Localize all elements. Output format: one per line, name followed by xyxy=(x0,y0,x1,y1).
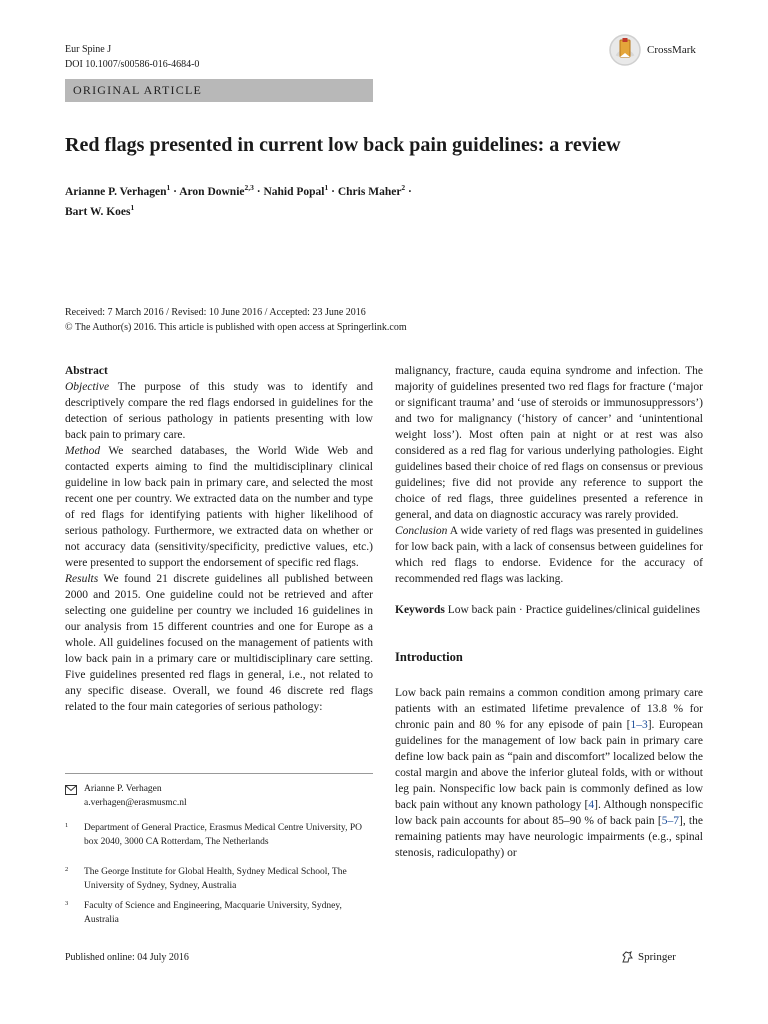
footnote-divider xyxy=(65,773,373,774)
publisher-name: Springer xyxy=(638,951,676,963)
license-text: © The Author(s) 2016. This article is published with open access at Springerlink.com xyxy=(65,322,407,333)
doi-text: DOI 10.1007/s00586-016-4684-0 xyxy=(65,59,200,70)
affiliation-text: Department of General Practice, Erasmus Medical Centre University, PO box 2040, 3000 CA Rotterdam, The Netherlands xyxy=(84,823,362,847)
intro-text-part: ]. Although nonspecific low back pain accounts for about 85–90 % of back pain [ xyxy=(395,799,703,827)
author-name[interactable]: Arianne P. Verhagen xyxy=(65,185,167,198)
abstract-results-continued: malignancy, fracture, cauda equina syndrome and infection. The majority of guidelines presented two red flags for fracture (‘major or significant trauma’ and ‘use of steroids or immunosuppressors’) and two for malignancy (‘history of cancer’ and ‘unintentional weight loss’). Most often pain at night or at rest was also considered as a red flag for various underlying pathologies. Eight guidelines based their choice of red flags on consensus or previous guidelines; five did not provide any reference to support the choice of red flags, three guidelines presented a reference in general, and data on diagnostic accuracy was rarely provided. xyxy=(395,365,703,521)
author-affil-sup: 1 xyxy=(166,183,171,192)
author-name[interactable]: Chris Maher xyxy=(337,185,402,198)
author-name[interactable]: Bart W. Koes xyxy=(65,205,131,218)
author-affil-sup: 1 xyxy=(324,183,329,192)
crossmark-icon xyxy=(608,33,642,67)
results-label: Results xyxy=(65,573,99,585)
abstract-results xyxy=(65,571,373,715)
introduction-text xyxy=(395,685,703,861)
abstract-conclusion xyxy=(395,523,703,587)
author-affil-sup: 2,3 xyxy=(244,183,254,192)
keywords xyxy=(395,602,703,618)
author-affil-sup: 1 xyxy=(130,202,135,212)
method-text: We searched databases, the World Wide Web and contacted experts aiming to find the multidisciplinary clinical guideline in low back pain in primary care, and selected the most recent one per country. We extracted data on the number and type of red flags for identifying patients with higher likelihood of serious pathology. Furthermore, we extracted data on whether or not accuracy data (sensitivity/specificity, predictive values, etc.) were presented to support the endorsement of specific red flags. xyxy=(65,445,373,569)
crossmark-label: CrossMark xyxy=(647,44,696,56)
abstract-heading: Abstract xyxy=(65,365,108,377)
affiliation-text: Faculty of Science and Engineering, Macquarie University, Sydney, Australia xyxy=(84,901,342,925)
article-type-banner: ORIGINAL ARTICLE xyxy=(65,79,373,102)
correspondence-email[interactable]: a.verhagen@erasmusmc.nl xyxy=(84,797,187,808)
affiliation-number: 3 xyxy=(65,900,69,907)
abstract-column xyxy=(65,363,373,715)
correspondence-name: Arianne P. Verhagen xyxy=(84,784,162,794)
citation-link[interactable]: 5–7 xyxy=(661,815,679,827)
author-separator: · xyxy=(256,185,261,198)
introduction-heading: Introduction xyxy=(395,650,463,664)
affiliation-number: 2 xyxy=(65,866,69,873)
keywords-label: Keywords xyxy=(395,604,445,616)
springer-logo xyxy=(620,950,676,964)
citation-link[interactable]: 1–3 xyxy=(630,719,648,731)
author-affil-sup: 2 xyxy=(401,183,406,192)
keywords-text: Low back pain · Practice guidelines/clinical guidelines xyxy=(444,604,700,616)
crossmark-badge[interactable] xyxy=(608,33,718,67)
objective-text: The purpose of this study was to identify and descriptively compare the red flags endorsed in guidelines for the detection of serious pathology in patients presenting with low back pain to primary care. xyxy=(65,381,373,441)
author-name[interactable]: Nahid Popal xyxy=(263,185,325,198)
springer-horse-icon xyxy=(620,950,634,964)
author-separator: · xyxy=(408,185,412,198)
abstract-method xyxy=(65,443,373,571)
intro-text-part: ], the remaining patients may have neurologic impairments (e.g., spinal stenosis, radiculopathy) or xyxy=(395,815,703,859)
intro-text-part: Low back pain remains a common condition among primary care patients with an estimated lifetime prevalence of 13.8 % for chronic pain and 80 % for any episode of pain [ xyxy=(395,687,703,731)
method-label: Method xyxy=(65,445,101,457)
intro-text-part: ]. European guidelines for the management of low back pain in primary care define low back pain as “pain and discomfort” localized below the costal margin and above the inferior gluteal folds, with or without leg pain. Nonspecific low back pain is commonly defined as low back pain without any known pathology [ xyxy=(395,719,703,811)
author-name[interactable]: Aron Downie xyxy=(179,185,245,198)
conclusion-text: A wide variety of red flags was presented in guidelines for low back pain, with a lack of consensus between guidelines for which red flags to endorse. Evidence for the accuracy of recommended red flags was lacking. xyxy=(395,525,703,585)
journal-name: Eur Spine J xyxy=(65,44,112,55)
received-dates: Received: 7 March 2016 / Revised: 10 June 2016 / Accepted: 23 June 2016 xyxy=(65,307,366,318)
correspondence xyxy=(84,783,364,810)
objective-label: Objective xyxy=(65,381,110,393)
envelope-icon xyxy=(65,785,77,795)
abstract-objective xyxy=(65,379,373,443)
published-online: Published online: 04 July 2016 xyxy=(65,952,189,963)
affiliation-number: 1 xyxy=(65,822,69,829)
article-dates xyxy=(65,305,725,335)
affiliation-text: The George Institute for Global Health, Sydney Medical School, The University of Sydney, Sydney, Australia xyxy=(84,867,347,891)
citation-link[interactable]: 4 xyxy=(588,799,595,811)
right-column xyxy=(395,363,703,861)
conclusion-label: Conclusion xyxy=(395,525,448,537)
results-text: We found 21 discrete guidelines all published between 2000 and 2015. One guideline could not be retrieved and after selecting one guideline per country we included 16 guidelines in our analysis from 15 different countries and one for Europe as a whole. All guidelines focused on the management of patients with low back pain in a primary care or multidisciplinary care setting. Five guidelines presented red flags in general, i.e., not related to any specific disease. Overall, we found 46 discrete red flags related to the four main categories of serious pathology: xyxy=(65,573,373,713)
author-separator: · xyxy=(331,185,335,198)
author-separator: · xyxy=(173,185,177,198)
article-title: Red flags presented in current low back pain guidelines: a review xyxy=(65,134,621,156)
author-list xyxy=(65,180,495,220)
